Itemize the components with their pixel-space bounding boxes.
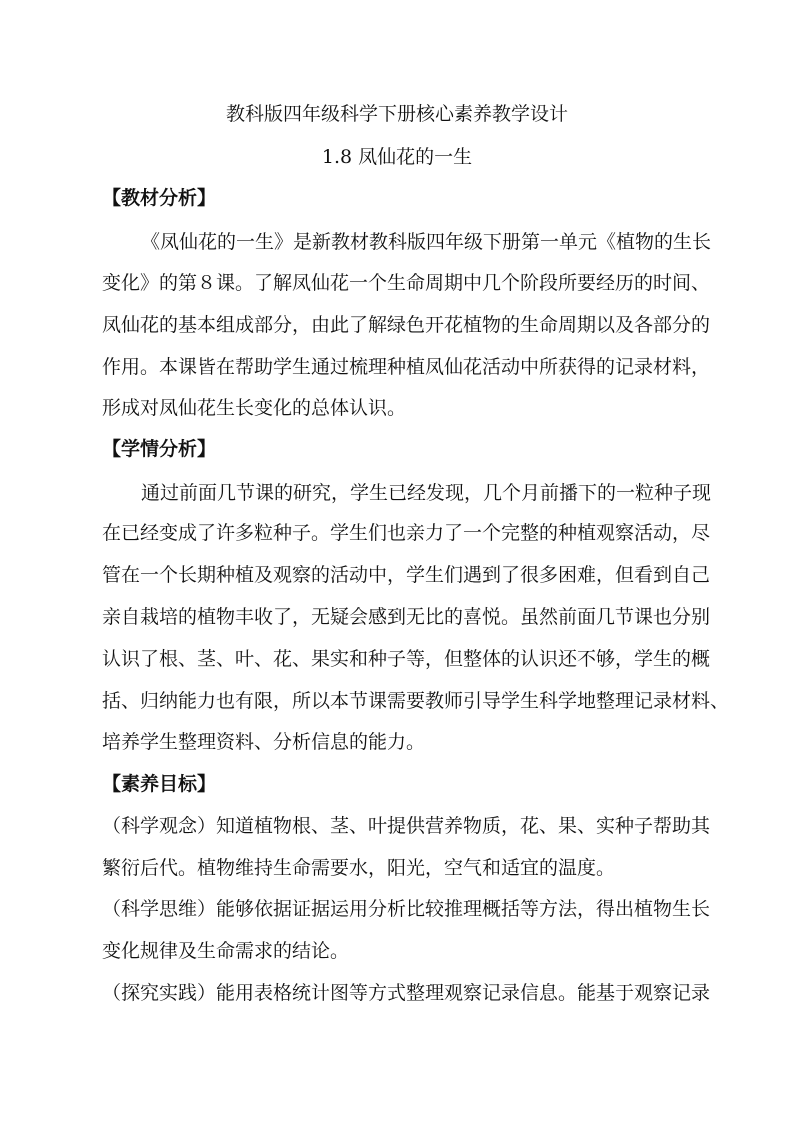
paragraph-line: 凤仙花的基本组成部分，由此了解绿色开花植物的生命周期以及各部分的 — [102, 314, 711, 336]
paragraph-line: 变化规律及生命需求的结论。 — [102, 940, 350, 962]
document-title: 教科版四年级科学下册核心素养教学设计 — [225, 103, 568, 125]
paragraph-line: 认识了根、茎、叶、花、果实和种子等，但整体的认识还不够，学生的概 — [102, 648, 711, 670]
paragraph-line: 通过前面几节课的研究，学生已经发现，几个月前播下的一粒种子现 — [141, 482, 712, 504]
lesson-title: 1.8 凤仙花的一生 — [321, 146, 473, 168]
section-heading-textbook-analysis: 【教材分析】 — [102, 187, 217, 209]
paragraph-line: 《凤仙花的一生》是新教材教科版四年级下册第一单元《植物的生长 — [141, 231, 712, 253]
paragraph-line: 繁衍后代。植物维持生命需要水，阳光，空气和适宜的温度。 — [102, 857, 616, 879]
paragraph-line: 括、归纳能力也有限，所以本节课需要教师引导学生科学地整理记录材料、 — [102, 690, 730, 712]
paragraph-line: 变化》的第８课。了解凤仙花一个生命周期中几个阶段所要经历的时间、 — [102, 272, 711, 294]
paragraph-line: 亲自栽培的植物丰收了，无疑会感到无比的喜悦。虽然前面几节课也分别 — [102, 606, 711, 628]
paragraph-line: 形成对凤仙花生长变化的总体认识。 — [102, 397, 407, 419]
paragraph-line: （科学思维）能够依据证据运用分析比较推理概括等方法，得出植物生长 — [102, 898, 711, 920]
paragraph-line: 作用。本课皆在帮助学生通过梳理种植凤仙花活动中所获得的记录材料， — [102, 356, 711, 378]
paragraph-line: （科学观念）知道植物根、茎、叶提供营养物质，花、果、实种子帮助其 — [102, 815, 711, 837]
section-heading-student-analysis: 【学情分析】 — [102, 438, 217, 460]
paragraph-line: 在已经变成了许多粒种子。学生们也亲力了一个完整的种植观察活动，尽 — [102, 522, 711, 544]
section-heading-competency-goals: 【素养目标】 — [102, 773, 217, 795]
paragraph-line: 培养学生整理资料、分析信息的能力。 — [102, 731, 426, 753]
paragraph-line: 管在一个长期种植及观察的活动中，学生们遇到了很多困难，但看到自己 — [102, 564, 711, 586]
paragraph-line: （探究实践）能用表格统计图等方式整理观察记录信息。能基于观察记录 — [102, 982, 711, 1004]
